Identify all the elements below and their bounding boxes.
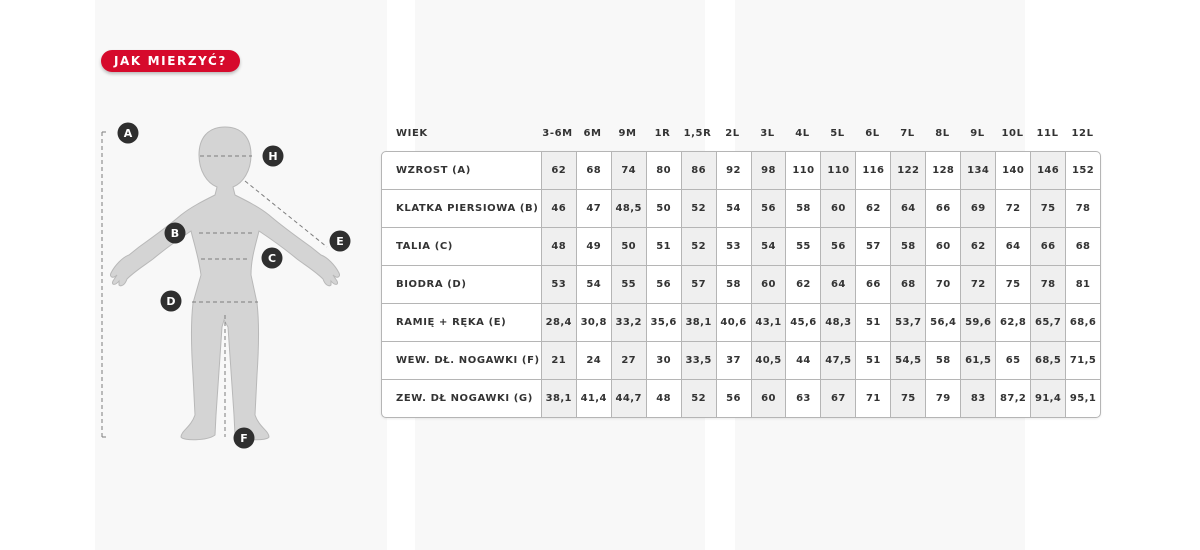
table-cell: 62,8 <box>995 304 1030 341</box>
table-cell: 91,4 <box>1030 380 1065 417</box>
table-cell: 87,2 <box>995 380 1030 417</box>
table-cell: 56 <box>716 380 751 417</box>
table-cell: 47 <box>576 190 611 227</box>
table-cell: 60 <box>820 190 855 227</box>
table-cell: 48 <box>646 380 681 417</box>
table-cell: 21 <box>541 342 576 379</box>
table-cell: 68 <box>890 266 925 303</box>
table-cell: 47,5 <box>820 342 855 379</box>
svg-text:F: F <box>240 432 248 445</box>
table-cell: 50 <box>646 190 681 227</box>
table-cell: 54 <box>576 266 611 303</box>
table-cell: 110 <box>785 152 820 189</box>
row-label: WEW. DŁ. NOGAWKI (F) <box>396 355 540 366</box>
table-cell: 79 <box>925 380 960 417</box>
header-size: 6M <box>583 127 602 139</box>
table-cell: 58 <box>716 266 751 303</box>
row-label: BIODRA (D) <box>396 279 467 290</box>
header-size: 3-6M <box>542 127 573 139</box>
header-age-label: WIEK <box>396 127 428 139</box>
table-cell: 58 <box>785 190 820 227</box>
table-cell: 72 <box>995 190 1030 227</box>
table-cell: 140 <box>995 152 1030 189</box>
table-cell: 71 <box>855 380 890 417</box>
table-cell: 30 <box>646 342 681 379</box>
table-cell: 37 <box>716 342 751 379</box>
table-cell: 66 <box>855 266 890 303</box>
table-row <box>382 190 1100 228</box>
svg-text:D: D <box>166 295 176 308</box>
table-cell: 68 <box>1065 228 1100 265</box>
row-label: WZROST (A) <box>396 165 471 176</box>
table-cell: 152 <box>1065 152 1100 189</box>
header-size: 4L <box>795 127 810 139</box>
svg-text:C: C <box>267 252 277 265</box>
table-cell: 27 <box>611 342 646 379</box>
table-cell: 98 <box>751 152 786 189</box>
table-cell: 75 <box>890 380 925 417</box>
table-cell: 59,6 <box>960 304 995 341</box>
table-cell: 38,1 <box>541 380 576 417</box>
table-cell: 62 <box>855 190 890 227</box>
table-cell: 68 <box>576 152 611 189</box>
how-to-measure-badge: JAK MIERZYĆ? <box>101 50 240 72</box>
header-size: 7L <box>900 127 915 139</box>
header-size: 6L <box>865 127 880 139</box>
table-cell: 49 <box>576 228 611 265</box>
header-size: 9L <box>970 127 985 139</box>
table-cell: 81 <box>1065 266 1100 303</box>
table-cell: 45,6 <box>785 304 820 341</box>
table-row <box>382 342 1100 380</box>
table-cell: 110 <box>820 152 855 189</box>
table-cell: 51 <box>646 228 681 265</box>
table-cell: 40,6 <box>716 304 751 341</box>
header-size: 12L <box>1071 127 1094 139</box>
table-cell: 75 <box>995 266 1030 303</box>
table-cell: 38,1 <box>681 304 716 341</box>
header-size: 5L <box>830 127 845 139</box>
table-cell: 40,5 <box>751 342 786 379</box>
header-size: 1,5R <box>683 127 712 139</box>
table-cell: 57 <box>681 266 716 303</box>
table-cell: 83 <box>960 380 995 417</box>
table-cell: 55 <box>611 266 646 303</box>
table-cell: 28,4 <box>541 304 576 341</box>
size-table <box>381 151 1101 418</box>
marker-e <box>330 231 351 252</box>
table-cell: 48 <box>541 228 576 265</box>
table-cell: 33,5 <box>681 342 716 379</box>
table-cell: 46 <box>541 190 576 227</box>
table-cell: 78 <box>1065 190 1100 227</box>
table-cell: 60 <box>751 380 786 417</box>
header-size: 2L <box>725 127 740 139</box>
table-cell: 78 <box>1030 266 1065 303</box>
marker-h <box>263 146 284 167</box>
table-cell: 134 <box>960 152 995 189</box>
table-cell: 44,7 <box>611 380 646 417</box>
svg-text:A: A <box>123 127 133 140</box>
table-cell: 67 <box>820 380 855 417</box>
table-cell: 62 <box>785 266 820 303</box>
table-cell: 64 <box>820 266 855 303</box>
marker-c <box>262 248 283 269</box>
table-cell: 56 <box>646 266 681 303</box>
table-cell: 64 <box>890 190 925 227</box>
table-cell: 61,5 <box>960 342 995 379</box>
table-cell: 66 <box>925 190 960 227</box>
table-cell: 30,8 <box>576 304 611 341</box>
table-cell: 54,5 <box>890 342 925 379</box>
table-cell: 66 <box>1030 228 1065 265</box>
table-cell: 86 <box>681 152 716 189</box>
table-cell: 51 <box>855 304 890 341</box>
table-cell: 74 <box>611 152 646 189</box>
table-cell: 56,4 <box>925 304 960 341</box>
table-cell: 128 <box>925 152 960 189</box>
svg-text:H: H <box>268 150 278 163</box>
table-cell: 48,3 <box>820 304 855 341</box>
table-cell: 62 <box>960 228 995 265</box>
table-cell: 122 <box>890 152 925 189</box>
table-cell: 146 <box>1030 152 1065 189</box>
table-cell: 33,2 <box>611 304 646 341</box>
table-cell: 68,5 <box>1030 342 1065 379</box>
table-cell: 116 <box>855 152 890 189</box>
table-cell: 54 <box>716 190 751 227</box>
table-cell: 69 <box>960 190 995 227</box>
table-cell: 56 <box>751 190 786 227</box>
table-cell: 58 <box>890 228 925 265</box>
row-label: ZEW. DŁ NOGAWKI (G) <box>396 393 533 404</box>
svg-text:B: B <box>170 227 180 240</box>
table-cell: 68,6 <box>1065 304 1100 341</box>
table-row <box>382 304 1100 342</box>
table-cell: 80 <box>646 152 681 189</box>
table-cell: 53 <box>716 228 751 265</box>
svg-text:E: E <box>336 235 344 248</box>
table-cell: 92 <box>716 152 751 189</box>
table-cell: 62 <box>541 152 576 189</box>
child-measurement-figure <box>95 115 360 460</box>
table-cell: 44 <box>785 342 820 379</box>
table-cell: 51 <box>855 342 890 379</box>
table-cell: 58 <box>925 342 960 379</box>
header-size: 11L <box>1036 127 1059 139</box>
table-row <box>382 380 1100 417</box>
table-cell: 75 <box>1030 190 1065 227</box>
table-cell: 52 <box>681 228 716 265</box>
table-cell: 48,5 <box>611 190 646 227</box>
table-cell: 60 <box>925 228 960 265</box>
table-cell: 41,4 <box>576 380 611 417</box>
table-cell: 53,7 <box>890 304 925 341</box>
table-cell: 71,5 <box>1065 342 1100 379</box>
marker-a <box>118 123 139 144</box>
table-cell: 43,1 <box>751 304 786 341</box>
table-cell: 64 <box>995 228 1030 265</box>
marker-f <box>234 428 255 449</box>
table-cell: 72 <box>960 266 995 303</box>
table-cell: 95,1 <box>1065 380 1100 417</box>
table-cell: 54 <box>751 228 786 265</box>
table-cell: 60 <box>751 266 786 303</box>
table-row <box>382 152 1100 190</box>
table-cell: 65,7 <box>1030 304 1065 341</box>
table-cell: 52 <box>681 380 716 417</box>
row-label: RAMIĘ + RĘKA (E) <box>396 317 507 328</box>
table-cell: 52 <box>681 190 716 227</box>
table-cell: 70 <box>925 266 960 303</box>
table-cell: 65 <box>995 342 1030 379</box>
header-size: 9M <box>618 127 637 139</box>
table-cell: 56 <box>820 228 855 265</box>
size-table-header <box>381 124 1101 142</box>
table-cell: 24 <box>576 342 611 379</box>
table-row <box>382 228 1100 266</box>
table-cell: 57 <box>855 228 890 265</box>
table-row <box>382 266 1100 304</box>
row-label: KLATKA PIERSIOWA (B) <box>396 203 539 214</box>
header-size: 10L <box>1001 127 1024 139</box>
marker-d <box>161 291 182 312</box>
header-size: 8L <box>935 127 950 139</box>
table-cell: 35,6 <box>646 304 681 341</box>
marker-b <box>165 223 186 244</box>
table-cell: 50 <box>611 228 646 265</box>
table-cell: 53 <box>541 266 576 303</box>
header-size: 1R <box>654 127 671 139</box>
row-label: TALIA (C) <box>396 241 453 252</box>
header-size: 3L <box>760 127 775 139</box>
table-cell: 63 <box>785 380 820 417</box>
table-cell: 55 <box>785 228 820 265</box>
